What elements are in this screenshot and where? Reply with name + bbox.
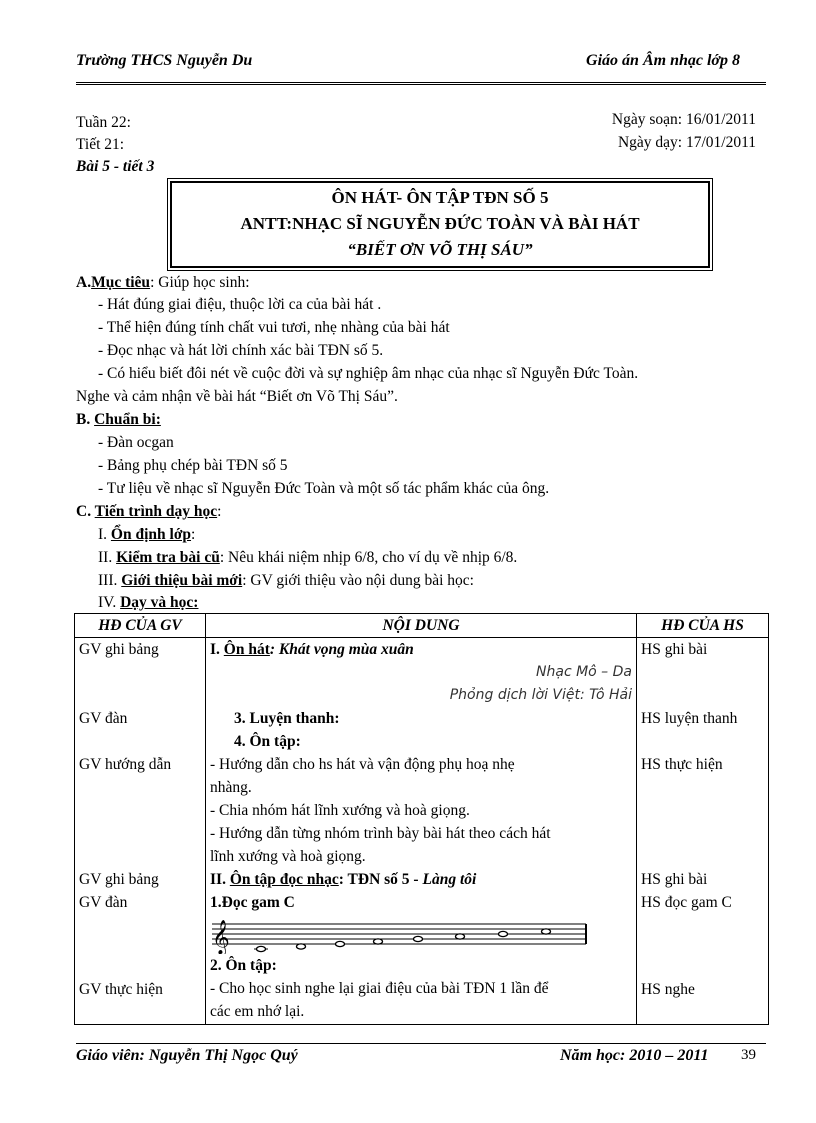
period: Tiết 21:	[76, 136, 125, 153]
read-label: Ôn tập đọc nhạc	[229, 871, 339, 888]
listen-1: - Cho học sinh nghe lại giai điệu của bài TĐN 1 lần để	[210, 980, 549, 997]
gv-r3: GV hướng dẫn	[79, 756, 172, 773]
lesson-table	[74, 613, 769, 1025]
school-year: Năm học: 2010 – 2011	[560, 1047, 709, 1064]
step-1-num: I.	[98, 526, 111, 543]
step-2-title: Kiểm tra bài cũ	[116, 549, 220, 566]
song-num: I.	[210, 641, 224, 658]
header-hs: HĐ CỦA HS	[637, 614, 769, 638]
section-c-heading	[76, 501, 221, 523]
reading-line	[210, 868, 632, 891]
read-num: II.	[210, 871, 230, 888]
hs-r1: HS ghi bài	[641, 641, 708, 658]
step-1	[98, 524, 195, 546]
step-4-title: Dạy và học:	[120, 594, 199, 611]
objective-4-continuation: Nghe và cảm nhận về bài hát “Biết ơn Võ Thị Sáu”.	[76, 388, 398, 405]
content-column	[206, 638, 637, 1025]
school-name: Trường THCS Nguyễn Du	[76, 52, 253, 69]
table-header-row	[75, 614, 769, 638]
step-1-title: Ổn định lớp	[110, 526, 192, 543]
step-2-num: II.	[98, 549, 117, 566]
prep-item-1: - Đàn ocgan	[98, 434, 174, 451]
guide-3: - Hướng dẫn từng nhóm trình bày bài hát theo cách hát	[210, 825, 551, 842]
section-c-title: Tiến trình dạy học	[94, 503, 218, 520]
note-e	[336, 941, 345, 946]
header-rule	[76, 82, 766, 86]
read-song: Làng tôi	[422, 871, 477, 888]
subject-title: Giáo án Âm nhạc lớp 8	[586, 52, 740, 69]
table-row	[75, 638, 769, 1025]
gv-r5: GV đàn	[79, 894, 128, 911]
title-box	[170, 181, 710, 268]
step-1-text: :	[191, 526, 196, 543]
review-item: 4. Ôn tập:	[234, 733, 301, 750]
step-3-title: Giới thiệu bài mới	[121, 572, 243, 589]
prep-date: Ngày soạn: 16/01/2011	[611, 111, 756, 128]
step-2	[98, 547, 517, 569]
c-major-scale-staff	[210, 914, 632, 954]
gv-r1: GV ghi bảng	[79, 641, 159, 658]
teach-date: Ngày dạy: 17/01/2011	[617, 134, 756, 151]
hs-r4: HS ghi bài	[641, 871, 708, 888]
hs-r6: HS nghe	[641, 981, 695, 998]
page-number: 39	[741, 1047, 756, 1063]
section-c-suffix: :	[217, 503, 222, 520]
section-b-title: Chuẩn bi:	[94, 411, 161, 428]
gv-column	[75, 638, 206, 1025]
section-a-intro: : Giúp học sinh:	[150, 274, 250, 291]
vocal-warmup: 3. Luyện thanh:	[234, 710, 340, 727]
song-title: : Khát vọng mùa xuân	[269, 641, 414, 658]
section-a-label: A.	[76, 274, 92, 291]
hs-r5: HS đọc gam C	[641, 894, 732, 911]
header-gv: HĐ CỦA GV	[75, 614, 206, 638]
step-3-num: III.	[98, 572, 122, 589]
section-a-title: Mục tiêu	[91, 274, 151, 291]
objective-2: - Thể hiện đúng tính chất vui tươi, nhẹ nhàng của bài hát	[98, 319, 450, 336]
footer-rule	[76, 1043, 766, 1044]
section-c-label: C.	[76, 503, 95, 520]
header-content: NỘI DUNG	[206, 614, 637, 638]
hs-column	[637, 638, 769, 1025]
step-3-text: : GV giới thiệu vào nội dung bài học:	[242, 572, 474, 589]
review-heading: 2. Ôn tập:	[210, 957, 277, 974]
note-b	[499, 931, 508, 936]
scale-heading: 1.Đọc gam C	[210, 894, 295, 911]
gv-r4: GV ghi bảng	[79, 871, 159, 888]
gv-r2: GV đàn	[79, 710, 128, 727]
step-3	[98, 570, 474, 592]
prep-item-2: - Bảng phụ chép bài TĐN số 5	[98, 457, 288, 474]
teacher-name: Giáo viên: Nguyễn Thị Ngọc Quý	[76, 1047, 298, 1064]
note-a	[456, 934, 465, 939]
step-2-text: : Nêu khái niệm nhịp 6/8, cho ví dụ về nhịp 6/8.	[219, 549, 518, 566]
guide-2: - Chia nhóm hát lĩnh xướng và hoà giọng.	[210, 802, 470, 819]
guide-1b: nhàng.	[210, 779, 252, 796]
guide-3b: lĩnh xướng và hoà giọng.	[210, 848, 366, 865]
hs-r3: HS thực hiện	[641, 756, 723, 773]
song-label: Ôn hát	[223, 641, 270, 658]
gv-r6: GV thực hiện	[79, 981, 163, 998]
note-c-high	[542, 929, 551, 934]
composer: Nhạc Mô – Da	[536, 664, 632, 680]
treble-clef-icon: 𝄞	[212, 920, 230, 954]
note-f	[374, 939, 383, 944]
section-b-heading	[76, 409, 161, 431]
note-g	[414, 936, 423, 941]
staff-svg	[210, 914, 590, 954]
guide-1: - Hướng dẫn cho hs hát và vận động phụ hoạ nhẹ	[210, 756, 515, 773]
read-rest: : TĐN số 5 -	[338, 871, 423, 888]
listen-1b: các em nhớ lại.	[210, 1003, 305, 1020]
note-c	[257, 946, 266, 951]
title-line-1: ÔN HÁT- ÔN TẬP TĐN SỐ 5	[331, 188, 549, 207]
title-line-2: ANTT:NHẠC SĨ NGUYỄN ĐỨC TOÀN VÀ BÀI HÁT	[240, 214, 640, 233]
title-line-3: “BIẾT ƠN VÕ THỊ SÁU”	[347, 240, 533, 259]
objective-3: - Đọc nhạc và hát lời chính xác bài TĐN số 5.	[98, 342, 384, 359]
objective-1: - Hát đúng giai điệu, thuộc lời ca của bài hát .	[98, 296, 382, 313]
lesson-label: Bài 5 - tiết 3	[76, 158, 155, 175]
note-d	[297, 944, 306, 949]
lyricist: Phỏng dịch lời Việt: Tô Hải	[449, 687, 632, 703]
step-4	[98, 592, 198, 614]
song-line	[210, 638, 632, 661]
section-a-heading	[76, 272, 250, 294]
hs-r2: HS luyện thanh	[641, 710, 738, 727]
prep-item-3: - Tư liệu về nhạc sĩ Nguyễn Đức Toàn và một số tác phẩm khác của ông.	[98, 480, 550, 497]
section-b-label: B.	[76, 411, 95, 428]
objective-4: - Có hiểu biết đôi nét về cuộc đời và sự nghiệp âm nhạc của nhạc sĩ Nguyễn Đức Toàn.	[98, 365, 639, 382]
week: Tuần 22:	[76, 114, 131, 131]
step-4-num: IV.	[98, 594, 121, 611]
